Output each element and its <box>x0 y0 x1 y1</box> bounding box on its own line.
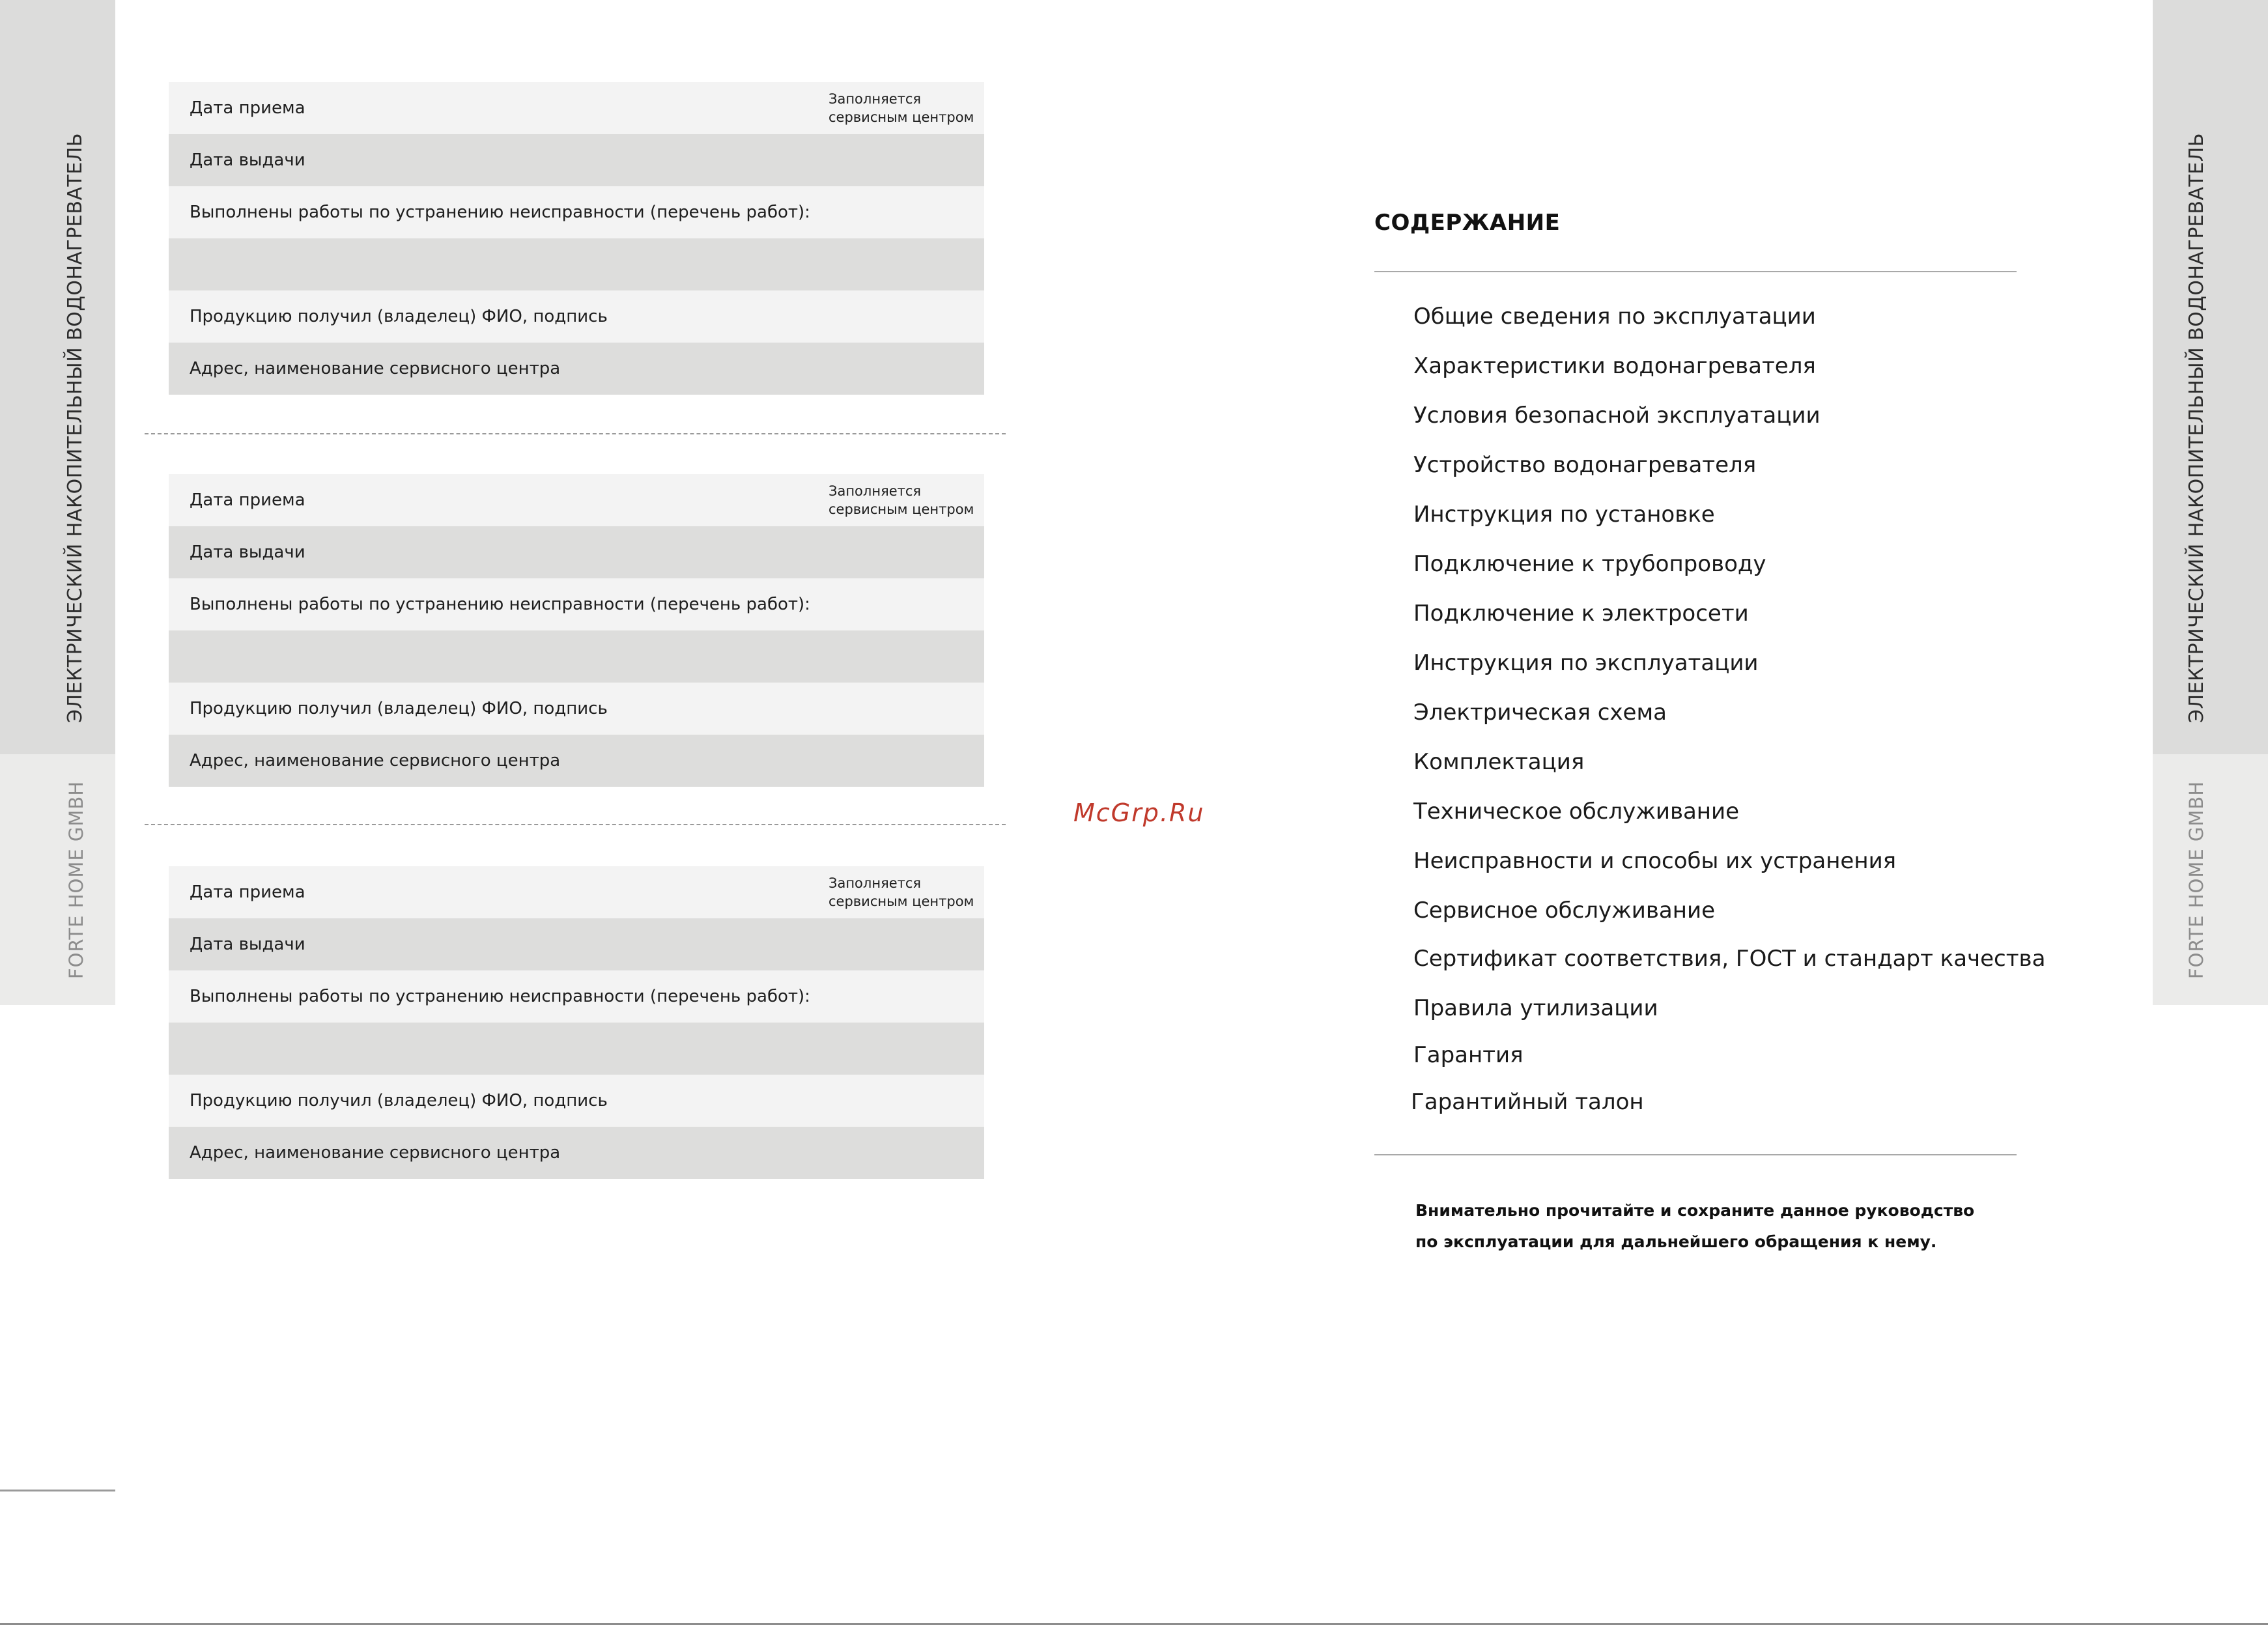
toc-item[interactable]: Гарантийный талон <box>1411 1089 1644 1115</box>
toc-item[interactable]: Электрическая схема <box>1413 699 1667 726</box>
date-issued-row <box>169 134 984 186</box>
received-by-label: Продукцию получил (владелец) ФИО, подпись <box>190 1091 608 1110</box>
date-received-label: Дата приема <box>190 883 305 902</box>
address-label: Адрес, наименование сервисного центра <box>190 1143 561 1163</box>
toc-item[interactable]: Правила утилизации <box>1413 995 1658 1021</box>
works-done-row <box>169 578 984 630</box>
toc-top-divider <box>1374 271 2017 272</box>
works-done-label: Выполнены работы по устранению неисправности (перечень работ): <box>190 203 810 222</box>
address-label: Адрес, наименование сервисного центра <box>190 751 561 770</box>
works-done-row <box>169 186 984 238</box>
date-received-row <box>169 866 984 918</box>
service-coupon-3 <box>169 866 984 1179</box>
watermark: McGrp.Ru <box>1073 798 1205 827</box>
toc-item[interactable]: Общие сведения по эксплуатации <box>1413 304 1816 330</box>
received-by-row <box>169 1075 984 1127</box>
filled-by-note: Заполняется сервисным центром <box>829 91 974 125</box>
works-done-label: Выполнены работы по устранению неисправности (перечень работ): <box>190 987 810 1006</box>
address-row <box>169 343 984 395</box>
received-by-row <box>169 290 984 343</box>
received-by-label: Продукцию получил (владелец) ФИО, подпись <box>190 307 608 326</box>
cut-line-2 <box>145 824 1006 825</box>
date-received-label: Дата приема <box>190 98 305 118</box>
toc-item[interactable]: Подключение к трубопроводу <box>1413 551 1766 577</box>
cut-line-1 <box>145 433 1006 434</box>
address-row <box>169 1127 984 1179</box>
toc-item[interactable]: Сертификат соответствия, ГОСТ и стандарт качества <box>1413 946 2046 972</box>
blank-row <box>169 630 984 683</box>
toc-item[interactable]: Техническое обслуживание <box>1413 798 1740 825</box>
date-issued-row <box>169 918 984 970</box>
filled-by-note: Заполняется сервисным центром <box>829 875 974 909</box>
date-issued-label: Дата выдачи <box>190 935 305 954</box>
toc-bottom-divider <box>1374 1154 2017 1155</box>
left-side-strip <box>0 0 115 754</box>
date-received-row <box>169 474 984 526</box>
left-vertical-brand: FORTE HOME GMBH <box>65 780 87 980</box>
toc-item[interactable]: Гарантия <box>1413 1042 1524 1068</box>
blank-row <box>169 1023 984 1075</box>
works-done-label: Выполнены работы по устранению неисправности (перечень работ): <box>190 595 810 614</box>
left-side-strip-brand <box>0 754 115 1005</box>
toc-note-line-2: по эксплуатации для дальнейшего обращения к нему. <box>1415 1232 1937 1251</box>
right-vertical-brand: FORTE HOME GMBH <box>2185 780 2207 980</box>
date-received-label: Дата приема <box>190 490 305 510</box>
right-vertical-title: ЭЛЕКТРИЧЕСКИЙ НАКОПИТЕЛЬНЫЙ ВОДОНАГРЕВАТЕЛЬ <box>2185 133 2208 723</box>
address-row <box>169 735 984 787</box>
received-by-label: Продукцию получил (владелец) ФИО, подпись <box>190 699 608 718</box>
toc-item[interactable]: Условия безопасной эксплуатации <box>1413 403 1821 429</box>
filled-by-note: Заполняется сервисным центром <box>829 483 974 517</box>
address-label: Адрес, наименование сервисного центра <box>190 359 561 378</box>
toc-title: СОДЕРЖАНИЕ <box>1374 210 1561 236</box>
date-issued-row <box>169 526 984 578</box>
toc-item[interactable]: Инструкция по установке <box>1413 502 1715 528</box>
toc-item[interactable]: Комплектация <box>1413 749 1585 775</box>
toc-item[interactable]: Подключение к электросети <box>1413 601 1749 627</box>
toc-item[interactable]: Характеристики водонагревателя <box>1413 353 1816 379</box>
date-issued-label: Дата выдачи <box>190 150 305 170</box>
toc-item[interactable]: Сервисное обслуживание <box>1413 897 1715 924</box>
toc-item[interactable]: Инструкция по эксплуатации <box>1413 650 1759 676</box>
toc-item[interactable]: Устройство водонагревателя <box>1413 452 1757 478</box>
date-issued-label: Дата выдачи <box>190 543 305 562</box>
date-received-row <box>169 82 984 134</box>
blank-row <box>169 238 984 290</box>
works-done-row <box>169 970 984 1023</box>
service-coupon-1 <box>169 82 984 395</box>
received-by-row <box>169 683 984 735</box>
toc-note-line-1: Внимательно прочитайте и сохраните данное руководство <box>1415 1201 1975 1220</box>
service-coupon-2 <box>169 474 984 787</box>
left-bottom-rule <box>0 1490 115 1491</box>
left-vertical-title: ЭЛЕКТРИЧЕСКИЙ НАКОПИТЕЛЬНЫЙ ВОДОНАГРЕВАТЕЛЬ <box>64 133 87 723</box>
toc-item[interactable]: Неисправности и способы их устранения <box>1413 848 1897 874</box>
